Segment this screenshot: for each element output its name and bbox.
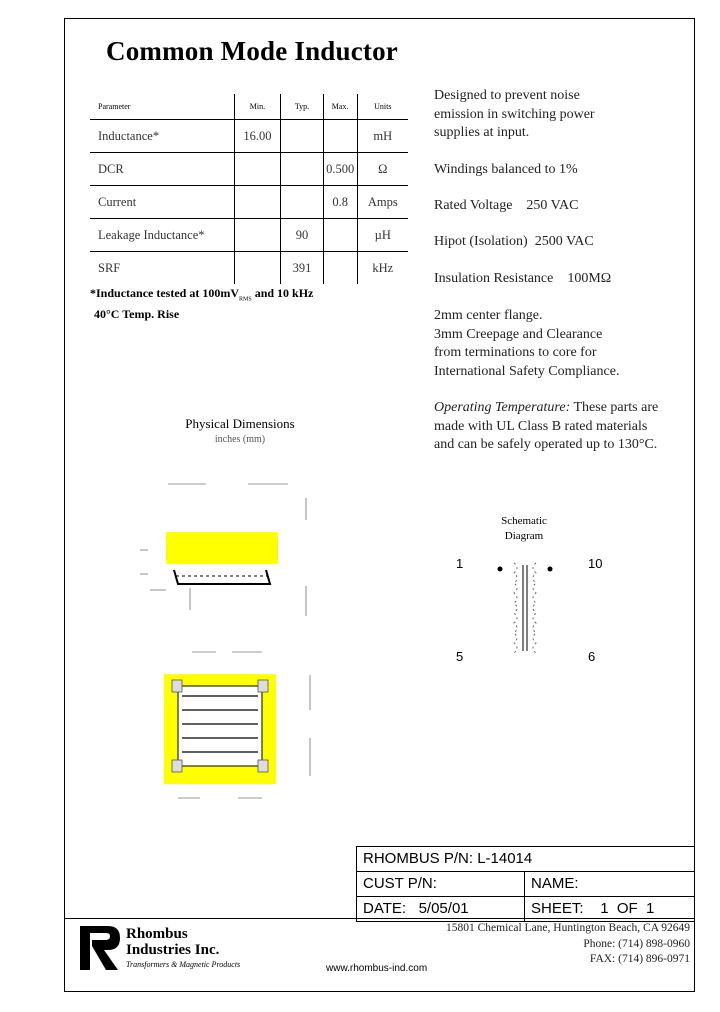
desc-line: supplies at input. <box>434 125 530 140</box>
bobbin-outline <box>178 686 262 766</box>
company-name-l1: Rhombus <box>126 926 188 942</box>
flange-outline <box>174 570 270 584</box>
schematic-heading <box>484 514 564 544</box>
specs-cell-param: DCR <box>90 153 234 186</box>
specs-cell-typ <box>281 186 323 219</box>
tb-pn-label: RHOMBUS P/N: <box>363 850 474 867</box>
terminal-pad <box>172 680 182 692</box>
phys-title: Physical Dimensions <box>185 416 295 431</box>
note-rms: RMS <box>239 296 252 303</box>
specs-row <box>90 186 408 219</box>
specs-cell-units: µH <box>357 219 408 252</box>
specs-cell-param: SRF <box>98 260 121 275</box>
desc-flange <box>434 307 619 381</box>
desc-line: emission in switching power <box>434 106 595 122</box>
desc-line: These parts are <box>570 400 659 415</box>
company-name-l2: Industries Inc. <box>126 942 220 958</box>
physical-drawing <box>120 470 360 830</box>
tb-sheet-label: SHEET: <box>531 900 584 917</box>
specs-row <box>90 153 408 186</box>
specs-table <box>90 94 408 284</box>
pin-1-label: 1 <box>456 556 464 571</box>
schematic-title-l2: Diagram <box>504 530 544 542</box>
specs-cell-typ <box>281 153 323 186</box>
coil-left <box>514 563 517 653</box>
specs-cell-units: kHz <box>357 252 408 285</box>
desc-insulation: Insulation Resistance 100MΩ <box>434 271 612 286</box>
desc-op-temp-label: Operating Temperature: <box>434 400 571 415</box>
footer-divider <box>64 918 695 919</box>
specs-cell-max <box>323 219 357 252</box>
title-block <box>356 846 694 922</box>
company-tagline: Transformers & Magnetic Products <box>126 960 241 969</box>
desc-line: and can be safely operated up to 130°C. <box>434 437 658 452</box>
header-max: Max. <box>323 94 357 120</box>
company-fax: FAX: (714) 896-0971 <box>589 953 690 965</box>
test-note <box>90 286 313 322</box>
specs-cell-typ <box>281 120 323 153</box>
pin-10-label: 10 <box>588 556 603 571</box>
desc-noise <box>434 87 595 143</box>
pin-5-label: 5 <box>456 649 464 664</box>
schematic-title-l1: Schematic <box>501 515 547 527</box>
note-line1-post: and 10 kHz <box>251 286 314 300</box>
core-side-view <box>166 532 278 564</box>
tb-row-pn <box>356 846 694 871</box>
tb-cust-label: CUST P/N: <box>356 872 524 896</box>
company-address: 15801 Chemical Lane, Huntington Beach, CA 92649 <box>445 922 690 934</box>
specs-cell-min <box>234 186 281 219</box>
polarity-dot <box>548 567 553 572</box>
specs-cell-param: Inductance* <box>90 120 234 153</box>
specs-row <box>90 252 408 285</box>
specs-cell-max: 0.8 <box>323 186 357 219</box>
desc-line: 3mm Creepage and Clearance <box>434 326 603 342</box>
schematic-diagram <box>480 555 590 665</box>
company-name <box>126 926 219 958</box>
specs-cell-units: mH <box>357 120 408 153</box>
specs-cell-typ: 90 <box>281 219 323 252</box>
specs-cell-max: 0.500 <box>323 153 357 186</box>
company-phone: Phone: (714) 898-0960 <box>583 937 690 950</box>
desc-rated-voltage: Rated Voltage 250 VAC <box>434 198 579 213</box>
physical-dimensions-heading <box>150 416 330 445</box>
specs-cell-max <box>323 120 357 153</box>
company-website[interactable]: www.rhombus-ind.com <box>326 963 428 974</box>
header-parameter: Parameter <box>90 94 234 120</box>
desc-line: 2mm center flange. <box>434 308 543 323</box>
specs-row <box>90 120 408 153</box>
specs-cell-units: Amps <box>357 186 408 219</box>
tb-name-label: NAME: <box>524 872 694 896</box>
tb-row-cust <box>356 871 694 896</box>
tb-date-value: 5/05/01 <box>418 900 469 917</box>
tb-pn-value: L-14014 <box>477 850 533 867</box>
note-line1-pre: *Inductance tested at 100mV <box>90 286 239 300</box>
polarity-dot <box>498 567 503 572</box>
terminal-pad <box>258 680 268 692</box>
desc-hipot: Hipot (Isolation) 2500 VAC <box>434 234 594 249</box>
specs-cell-max <box>323 252 357 285</box>
note-line2: 40°C Temp. Rise <box>94 307 180 322</box>
terminal-pad <box>258 760 268 772</box>
pin-6-label: 6 <box>588 649 596 664</box>
header-typ: Typ. <box>281 94 323 120</box>
tb-date-label: DATE: <box>363 900 407 917</box>
specs-cell-min: 16.00 <box>234 120 281 153</box>
header-min: Min. <box>234 94 281 120</box>
terminal-pad <box>172 760 182 772</box>
desc-line: Designed to prevent noise <box>434 88 580 103</box>
desc-line: made with UL Class B rated materials <box>434 418 648 434</box>
coil-right <box>533 563 536 653</box>
specs-cell-units: Ω <box>357 153 408 186</box>
specs-cell-min <box>234 219 281 252</box>
rhombus-logo <box>78 924 122 972</box>
specs-cell-param: Leakage Inductance* <box>90 219 234 252</box>
specs-row <box>90 219 408 252</box>
desc-line: International Safety Compliance. <box>434 363 620 379</box>
header-units: Units <box>357 94 408 120</box>
tb-sheet-value: 1 OF 1 <box>600 900 655 917</box>
specs-cell-typ: 391 <box>281 252 323 285</box>
desc-windings: Windings balanced to 1% <box>434 162 578 177</box>
phys-units: inches (mm) <box>214 434 266 445</box>
page-title: Common Mode Inductor <box>106 36 398 66</box>
desc-operating-temp <box>434 399 658 455</box>
specs-header-row <box>90 94 408 120</box>
tb-pn <box>356 847 694 871</box>
specs-cell-param: Current <box>90 186 234 219</box>
specs-cell-min <box>234 252 281 285</box>
company-contact <box>446 921 690 968</box>
desc-line: from terminations to core for <box>434 345 597 360</box>
specs-cell-min <box>234 153 281 186</box>
